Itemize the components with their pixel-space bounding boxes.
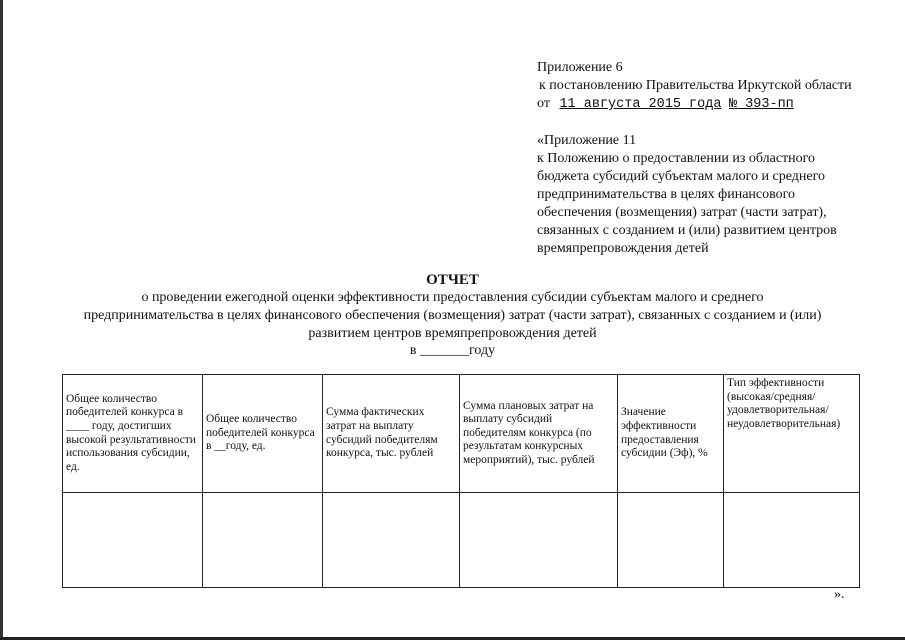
resolution-reference: к постановлению Правительства Иркутской области — [539, 78, 852, 93]
header-cell-efficiency-type — [724, 375, 860, 493]
header-label: Значение эффективности предоставления субсидии (Эф), % — [621, 406, 708, 460]
header-cell-planned-costs — [460, 375, 618, 493]
header-label: Сумма фактических затрат на выплату субсидий победителям конкурса, тыс. рублей — [326, 406, 438, 460]
header-label: Сумма плановых затрат на выплату субсидий победителям конкурса (по результатам конкурсных мероприятий), тыс. рублей — [463, 399, 595, 466]
appendix-title: Приложение 6 — [537, 60, 623, 75]
report-table — [62, 374, 860, 588]
table-cell[interactable] — [618, 493, 724, 588]
table-header-row — [63, 375, 860, 493]
report-title: ОТЧЕТ — [426, 272, 479, 288]
annex-line: обеспечения (возмещения) затрат (части затрат), — [537, 205, 827, 220]
header-label: Тип эффективности (высокая/средняя/ удовлетворительная/ неудовлетворительная) — [727, 377, 841, 430]
resolution-number: № 393-пп — [728, 97, 794, 112]
closing-quote-mark: ». — [834, 587, 845, 602]
annex-line: «Приложение 11 — [537, 133, 637, 148]
annex-line: предпринимательства в целях финансового — [537, 187, 796, 202]
table-cell[interactable] — [460, 493, 618, 588]
annex-line: к Положению о предоставлении из областного — [537, 151, 816, 166]
header-cell-actual-costs — [323, 375, 460, 493]
annex-line: связанных с созданием и (или) развитием центров — [537, 223, 837, 238]
annex-line: бюджета субсидий субъектам малого и среднего — [537, 169, 825, 184]
header-cell-total-winners — [203, 375, 323, 493]
report-subtitle-line: развитием центров времяпрепровождения детей — [308, 326, 597, 341]
table-row — [63, 493, 860, 588]
report-subtitle-line: предпринимательства в целях финансового обеспечения (возмещения) затрат (части затрат), связанных с созданием и (или) — [83, 308, 822, 323]
annex-line: времяпрепровождения детей — [537, 241, 709, 256]
report-subtitle-line: о проведении ежегодной оценки эффективности предоставления субсидии субъектам малого и среднего — [141, 290, 764, 305]
header-label: Общее количество победителей конкурса в ____ году, достигших высокой результативности использования субсидии, ед. — [66, 392, 196, 473]
table-cell[interactable] — [203, 493, 323, 588]
report-year-line: в _______году — [409, 343, 496, 358]
resolution-date-line — [537, 97, 794, 112]
header-cell-efficiency-value — [618, 375, 724, 493]
table-cell[interactable] — [63, 493, 203, 588]
date-prefix: от — [537, 96, 550, 111]
table-cell[interactable] — [323, 493, 460, 588]
header-cell-high-winners — [63, 375, 203, 493]
table-cell[interactable] — [724, 493, 860, 588]
header-label: Общее количество победителей конкурса в __году, ед. — [206, 413, 315, 453]
resolution-date: 11 августа 2015 года — [559, 97, 722, 112]
